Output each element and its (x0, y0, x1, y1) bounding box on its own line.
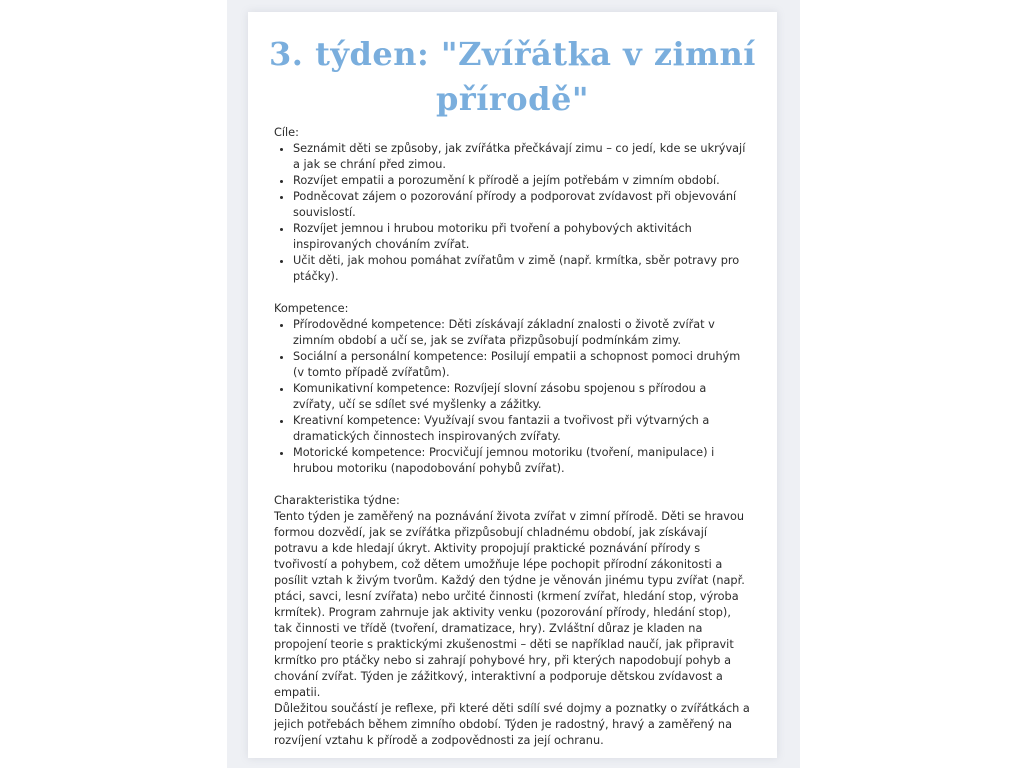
characteristics-heading: Charakteristika týdne: (274, 494, 400, 507)
list-item: • Podněcovat zájem o pozorování přírody a podporovat zvídavost při objevování souvislostí. (293, 189, 750, 221)
page-title: 3. týden: "Zvířátka v zimní přírodě" (269, 35, 756, 118)
list-item: • Rozvíjet jemnou i hrubou motoriku při tvoření a pohybových aktivitách inspirovaných chováním zvířat. (293, 221, 750, 253)
list-item: • Rozvíjet empatii a porozumění k přírodě a jejím potřebám v zimním období. (293, 173, 750, 189)
list-item: • Sociální a personální kompetence: Posilují empatii a schopnost pomoci druhým (v tomto případě zvířatům). (293, 349, 750, 381)
section-spacer (274, 477, 750, 493)
list-item: • Přírodovědné kompetence: Děti získávají základní znalosti o životě zvířat v zimním období a učí se, jak se zvířata přizpůsobují podmínkám zimy. (293, 317, 750, 349)
competences-heading: Kompetence: (274, 302, 349, 315)
list-item: • Motorické kompetence: Procvičují jemnou motoriku (tvoření, manipulace) i hrubou motoriku (napodobování pohybů zvířat). (293, 445, 750, 477)
characteristics-paragraph: Důležitou součástí je reflexe, při které děti sdílí své dojmy a poznatky o zvířátkách a jejich potřebách během zimního období. Týden je radostný, hravý a zaměřený na rozvíjení vztahu k přírodě a zodpovědnosti za její ochranu. (274, 702, 750, 747)
list-item: • Kreativní kompetence: Využívají svou fantazii a tvořivost při výtvarných a dramatických činnostech inspirovaných zvířaty. (293, 413, 750, 445)
document-page (248, 12, 777, 758)
characteristics-section (274, 493, 750, 749)
goals-section (274, 125, 750, 285)
list-item: • Učit děti, jak mohou pomáhat zvířatům v zimě (např. krmítka, sběr potravy pro ptáčky). (293, 253, 750, 285)
list-item: • Seznámit děti se způsoby, jak zvířátka přečkávají zimu – co jedí, kde se ukrývají a jak se chrání před zimou. (293, 141, 750, 173)
document-content (274, 125, 750, 749)
list-item: • Komunikativní kompetence: Rozvíjejí slovní zásobu spojenou s přírodou a zvířaty, učí se sdílet své myšlenky a zážitky. (293, 381, 750, 413)
characteristics-paragraph: Tento týden je zaměřený na poznávání života zvířat v zimní přírodě. Děti se hravou formou dozvědí, jak se zvířátka přizpůsobují chladnému období, jak získávají potravu a kde hledají úkryt. Aktivity propojují praktické poznávání přírody s tvořivostí a pohybem, což dětem umožňuje lépe pochopit přírodní zákonitosti a posílit vztah k živým tvorům. Každý den týdne je věnován jinému typu zvířat (např. ptáci, savci, lesní zvířata) nebo určité činnosti (krmení zvířat, hledání stop, výroba krmítek). Program zahrnuje jak aktivity venku (pozorování přírody, hledání stop), tak činnosti ve třídě (tvoření, dramatizace, hry). Zvláštní důraz je kladen na propojení teorie s praktickými zkušenostmi – děti se například naučí, jak připravit krmítko pro ptáčky nebo si zahrají pohybové hry, při kterých napodobují pohyb a chování zvířat. Týden je zážitkový, interaktivní a podporuje dětskou zvídavost a empatii. (274, 510, 745, 699)
competences-list (274, 317, 750, 477)
goals-list (274, 141, 750, 285)
section-spacer (274, 285, 750, 301)
competences-section (274, 301, 750, 477)
goals-heading: Cíle: (274, 126, 299, 139)
